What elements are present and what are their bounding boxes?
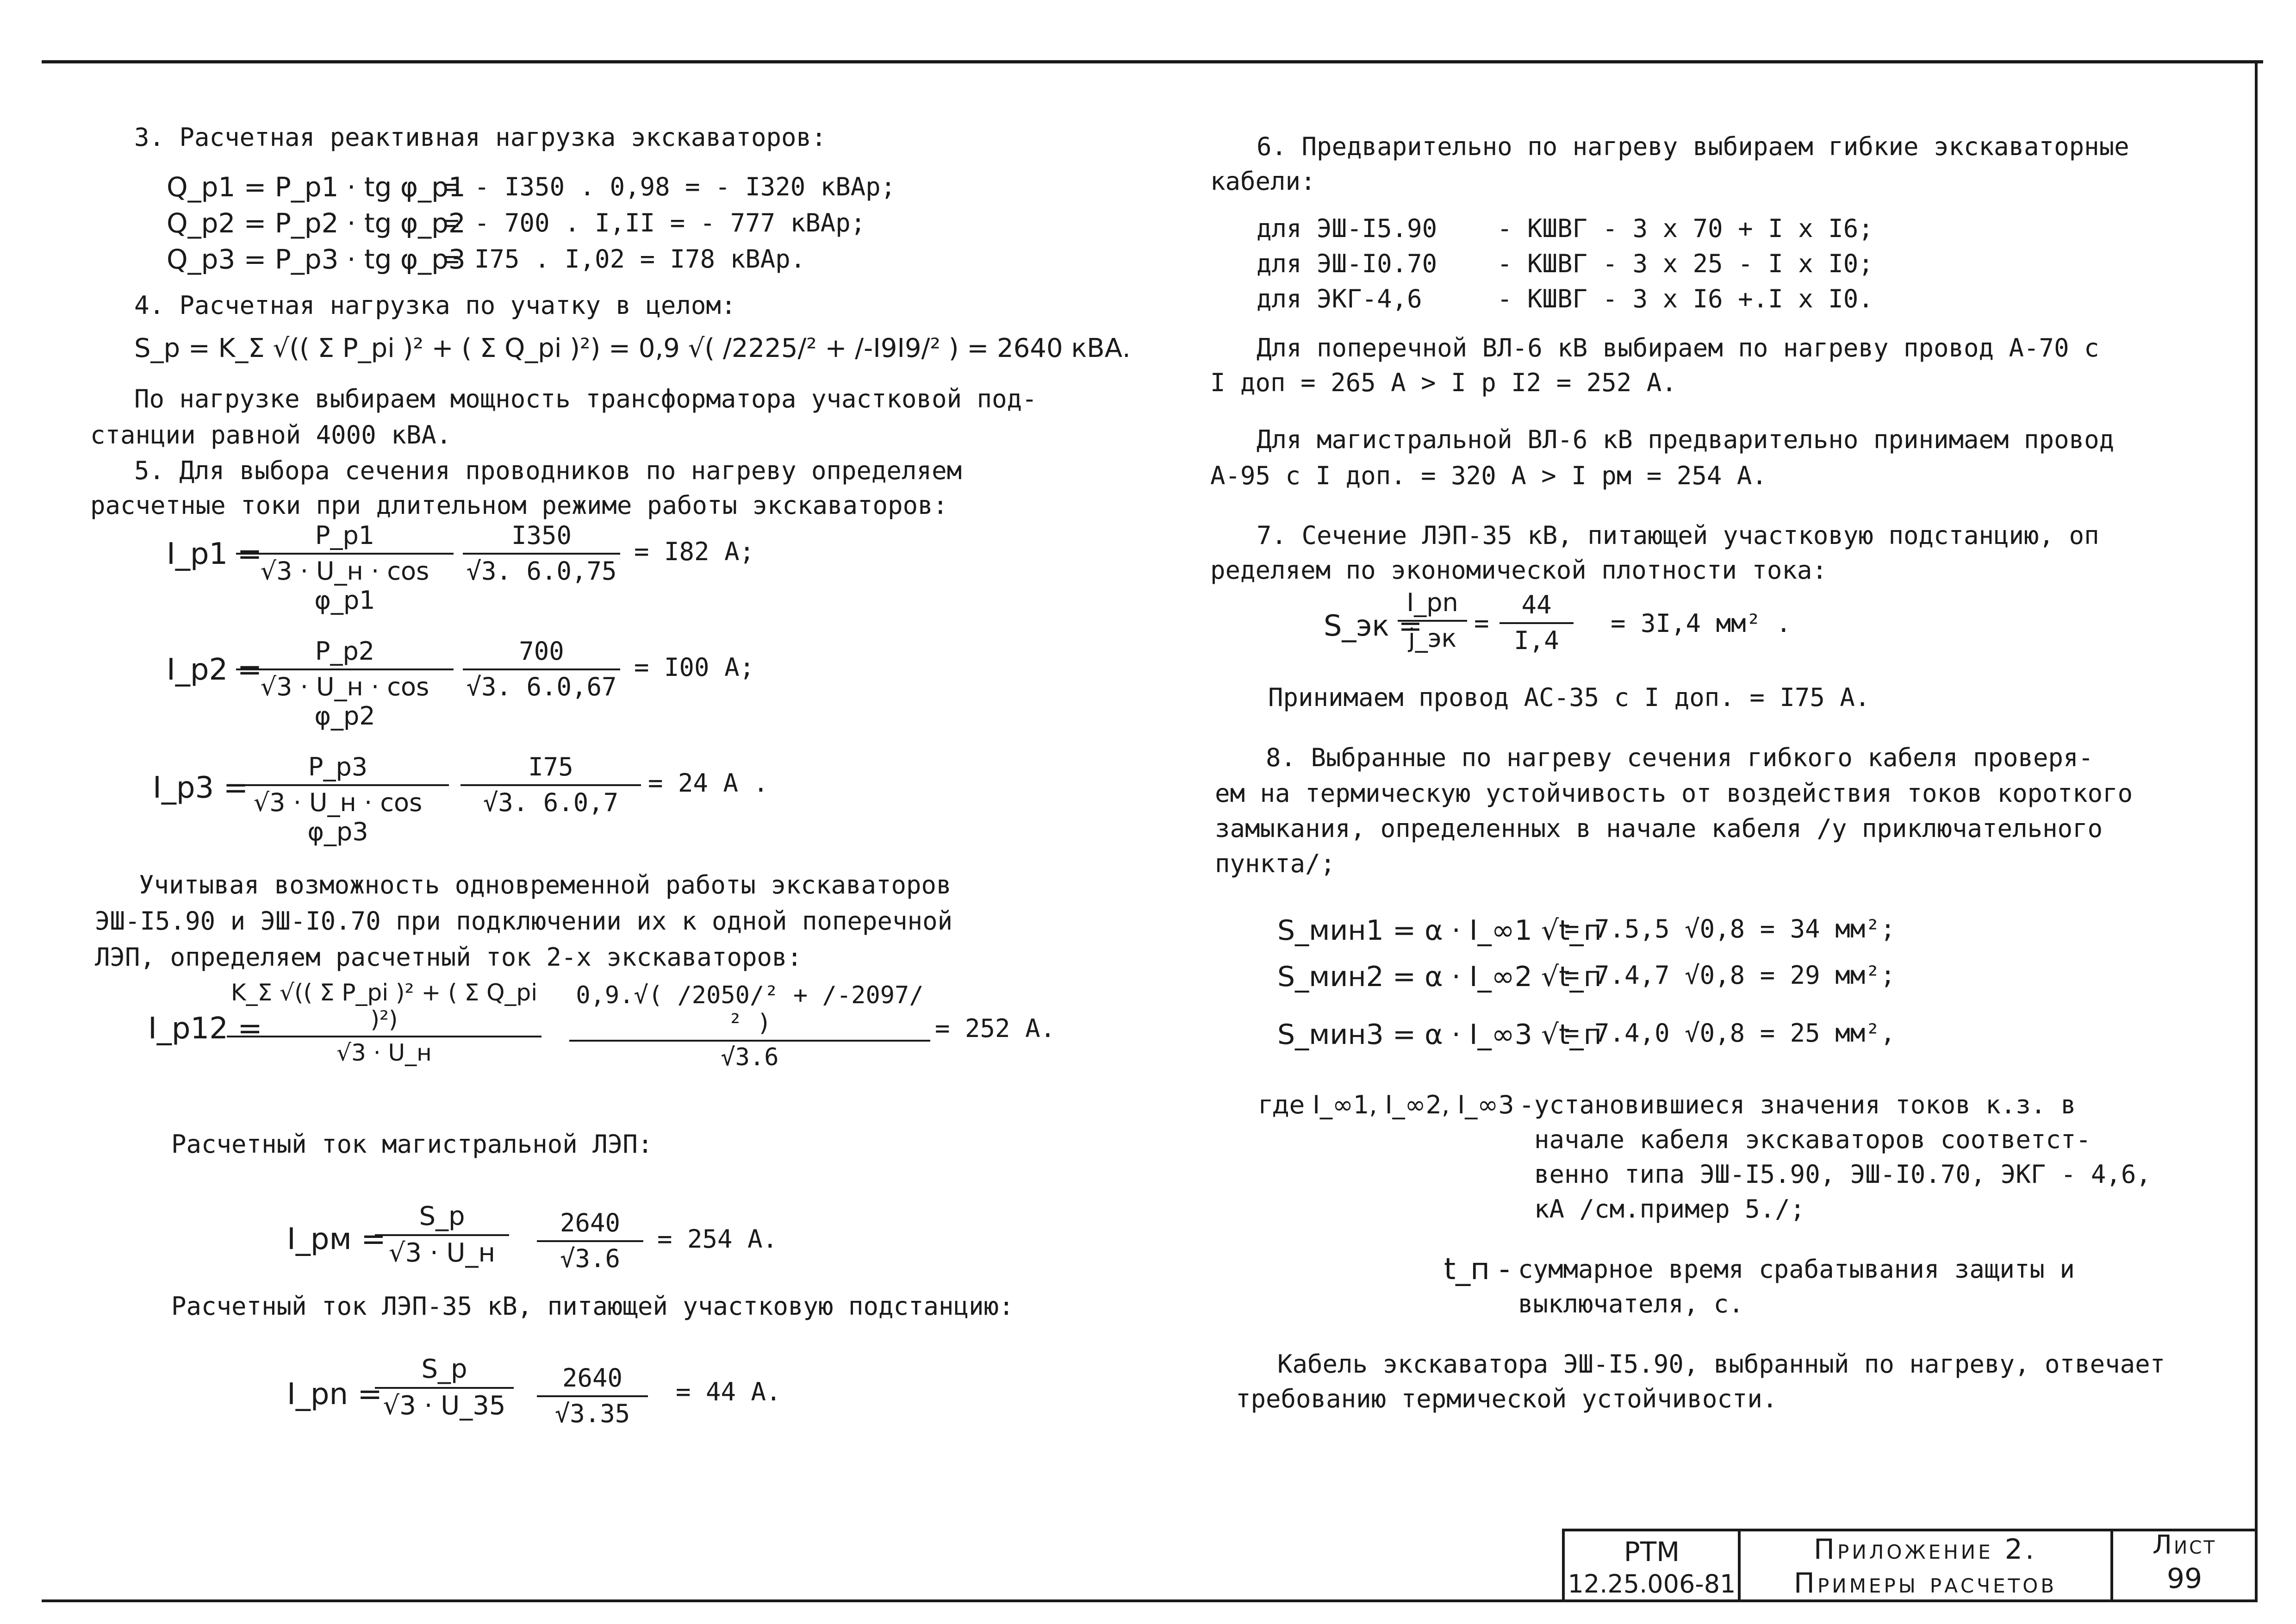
right-border (2255, 60, 2258, 1602)
ip2-result: = I00 А; (634, 653, 755, 682)
s3-row-1-rhs: = - I350 . 0,98 = - I320 кВАр; (444, 172, 896, 201)
where-text-4: кА /см.пример 5./; (1534, 1194, 1805, 1224)
stamp-sheet-label: Лист (2152, 1530, 2217, 1560)
where-lhs: где I_∞1, I_∞2, I_∞3 - (1259, 1090, 1531, 1119)
vl6m-text-2: А-95 с I доп. = 320 А > I рм = 254 А. (1210, 461, 1767, 490)
sek-equals: = (1474, 609, 1489, 638)
where-text-3: венно типа ЭШ-I5.90, ЭШ-I0.70, ЭКГ - 4,6, (1534, 1160, 2151, 1189)
ipn-numerator-value: 2640 (537, 1363, 648, 1397)
s7-text-1: 7. Сечение ЛЭП-35 кВ, питающей участковую подстанцию, оп (1257, 521, 2099, 550)
smin-2-rhs: = 7.4,7 √0,8 = 29 мм²; (1564, 961, 1896, 990)
ip2-numerator-value: 700 (463, 637, 620, 670)
ipn-numerator: S_p (375, 1354, 514, 1389)
ip2-denominator: √3 · U_н · cos φ_p2 (260, 672, 429, 731)
ipn-fraction (375, 1354, 514, 1421)
sek-denominator: j_эк (1408, 624, 1457, 653)
main-line-text: Расчетный ток магистральной ЛЭП: (171, 1130, 653, 1159)
ip12-denominator-value: √3.6 (721, 1043, 779, 1071)
conclusion-text-2: требованию термической устойчивости. (1236, 1384, 1778, 1413)
s3-row-2-rhs: = - 700 . I,II = - 777 кВАр; (444, 208, 866, 237)
stamp-code-1: РТМ (1624, 1536, 1680, 1568)
s8-text-2: ем на термическую устойчивость от воздействия токов короткого (1215, 779, 2133, 808)
ip2-denominator-value: √3. 6.0,67 (466, 672, 617, 701)
tn-text-1: суммарное время срабатывания защиты и (1518, 1255, 2075, 1284)
s4-formula: S_p = K_Σ √(( Σ P_pi )² + ( Σ Q_pi )²) = 0,9 √( /2225/² + /-I9I9/² ) = 2640 кВА. (134, 333, 1131, 363)
sek-denominator-value: I,4 (1514, 626, 1559, 655)
s3-row-1-lhs: Q_p1 = P_p1 · tg φ_p1 (167, 171, 466, 203)
smin-1-lhs: S_мин1 = α · I_∞1 √t_п (1277, 914, 1602, 947)
ipn-result: = 44 А. (676, 1377, 781, 1406)
ip2-fraction (236, 637, 454, 731)
ipn-lhs: I_pn = (287, 1377, 383, 1412)
top-border (42, 60, 2263, 63)
smin-3-lhs: S_мин3 = α · I_∞3 √t_п (1277, 1018, 1602, 1051)
ipm-numerator-value: 2640 (537, 1208, 643, 1242)
ip12-fraction-values (569, 981, 930, 1071)
joint-text-2: ЭШ-I5.90 и ЭШ-I0.70 при подключении их к одной поперечной (95, 906, 953, 936)
s5-text-1: 5. Для выбора сечения проводников по нагреву определяем (134, 456, 962, 485)
s8-text-4: пункта/; (1215, 849, 1336, 878)
ip2-fraction-values (463, 637, 620, 701)
ipm-denominator-value: √3.6 (560, 1244, 621, 1273)
ip1-denominator: √3 · U_н · cos φ_p1 (260, 556, 429, 615)
s3-row-2-lhs: Q_p2 = P_p2 · tg φ_p2 (167, 207, 466, 239)
ip12-lhs: I_p12 = (148, 1012, 262, 1046)
s4-title: 4. Расчетная нагрузка по учатку в целом: (134, 291, 736, 320)
ip1-numerator: P_p1 (236, 521, 454, 555)
ipm-numerator: S_p (375, 1201, 509, 1236)
ip3-result: = 24 А . (648, 768, 769, 798)
vl6m-text-1: Для магистральной ВЛ-6 кВ предварительно принимаем провод (1257, 425, 2115, 454)
cable-2-spec: - КШВГ - 3 x 25 - I x I0; (1497, 249, 1873, 278)
smin-3-rhs: = 7.4,0 √0,8 = 25 мм², (1564, 1018, 1896, 1048)
s7-text-2: ределяем по экономической плотности тока: (1210, 556, 1827, 585)
s4-text-2: станции равной 4000 кВА. (90, 420, 452, 450)
ip1-fraction (236, 521, 454, 615)
ip1-numerator-value: I350 (463, 521, 620, 555)
sek-fraction (1398, 588, 1467, 653)
stamp-code-2: 12.25.006-81 (1568, 1569, 1736, 1599)
s3-row-3-rhs: = I75 . I,02 = I78 кВАр. (444, 244, 806, 274)
ip2-lhs: I_p2 = (167, 653, 262, 687)
ipm-lhs: I_pм = (287, 1222, 386, 1256)
s4-text-1: По нагрузке выбираем мощность трансформатора участковой под- (134, 384, 1037, 413)
ipm-fraction (375, 1201, 509, 1268)
stamp-left-line (1562, 1529, 1565, 1602)
cable-3-spec: - КШВГ - 3 x I6 +.I x I0. (1497, 284, 1873, 313)
ip2-numerator: P_p2 (236, 637, 454, 670)
joint-text-3: ЛЭП, определяем расчетный ток 2-х экскаваторов: (95, 943, 803, 972)
ip3-fraction-values (460, 752, 641, 817)
ip12-denominator: √3 · U_н (336, 1039, 432, 1066)
sek-numerator: I_pn (1398, 588, 1467, 622)
ip3-lhs: I_p3 = (153, 771, 249, 805)
s3-title: 3. Расчетная реактивная нагрузка экскаваторов: (134, 123, 827, 152)
substation-line-text: Расчетный ток ЛЭП-35 кВ, питающей участковую подстанцию: (171, 1292, 1014, 1321)
ip3-denominator-value: √3. 6.0,7 (483, 788, 619, 817)
bottom-border (42, 1599, 2258, 1602)
sek-result: = 3I,4 мм² . (1611, 609, 1792, 638)
ip12-result: = 252 А. (935, 1014, 1056, 1043)
s6-text-2: кабели: (1210, 167, 1316, 196)
ip12-numerator: K_Σ √(( Σ P_pi )² + ( Σ Q_pi )²) (227, 979, 541, 1037)
s3-row-3-lhs: Q_p3 = P_p3 · tg φ_p3 (167, 244, 466, 275)
sek-numerator-value: 44 (1500, 590, 1574, 624)
ip12-fraction (227, 979, 541, 1066)
stamp-divider-2 (2110, 1529, 2113, 1602)
ipm-fraction-values (537, 1208, 643, 1273)
ip1-result: = I82 А; (634, 537, 755, 566)
conclusion-text-1: Кабель экскаватора ЭШ-I5.90, выбранный по нагреву, отвечает (1277, 1349, 2165, 1379)
ip3-fraction (227, 752, 449, 846)
sek-lhs: S_эк = (1324, 609, 1423, 643)
where-text-2: начале кабеля экскаваторов соответст- (1534, 1125, 2091, 1154)
ip1-fraction-values (463, 521, 620, 586)
ip12-numerator-value: 0,9.√( /2050/² + /-2097/² ) (569, 981, 930, 1042)
smin-2-lhs: S_мин2 = α · I_∞2 √t_п (1277, 961, 1602, 993)
s6-text-1: 6. Предварительно по нагреву выбираем гибкие экскаваторные (1257, 132, 2129, 161)
ip1-denominator-value: √3. 6.0,75 (466, 556, 617, 586)
tn-lhs: t_п - (1444, 1252, 1510, 1287)
joint-text-1: Учитывая возможность одновременной работы экскаваторов (139, 870, 952, 899)
stamp-title-2: Примеры расчетов (1793, 1567, 2057, 1599)
cable-2-for: для ЭШ-I0.70 (1257, 249, 1437, 278)
vl6-text-2: I доп = 265 А > I р I2 = 252 А. (1210, 368, 1677, 397)
ip3-numerator-value: I75 (460, 752, 641, 786)
ipn-denominator-value: √3.35 (554, 1399, 630, 1428)
smin-1-rhs: = 7.5,5 √0,8 = 34 мм²; (1564, 914, 1896, 943)
ipm-result: = 254 А. (657, 1224, 778, 1254)
sek-fraction-values (1500, 590, 1574, 655)
cable-3-for: для ЭКГ-4,6 (1257, 284, 1422, 313)
cable-1-for: для ЭШ-I5.90 (1257, 214, 1437, 243)
ipm-denominator: √3 · U_н (388, 1238, 496, 1268)
ip3-numerator: P_p3 (227, 752, 449, 786)
s8-text-1: 8. Выбранные по нагреву сечения гибкого кабеля проверя- (1266, 743, 2094, 772)
s5-text-2: расчетные токи при длительном режиме работы экскаваторов: (90, 491, 948, 520)
vl6-text-1: Для поперечной ВЛ-6 кВ выбираем по нагреву провод А-70 с (1257, 333, 2099, 362)
stamp-title-1: Приложение 2. (1813, 1533, 2037, 1566)
where-text-1: установившиеся значения токов к.з. в (1534, 1090, 2076, 1119)
tn-text-2: выключателя, с. (1518, 1289, 1744, 1318)
ac35-text: Принимаем провод АС-35 с I доп. = I75 А. (1268, 683, 1870, 712)
ipn-fraction-values (537, 1363, 648, 1428)
stamp-sheet-number: 99 (2166, 1562, 2203, 1595)
ip3-denominator: √3 · U_н · cos φ_p3 (253, 788, 423, 846)
stamp-divider-1 (1738, 1529, 1741, 1602)
cable-1-spec: - КШВГ - 3 x 70 + I x I6; (1497, 214, 1873, 243)
s8-text-3: замыкания, определенных в начале кабеля /у приключательного (1215, 814, 2103, 843)
ipn-denominator: √3 · U_35 (383, 1391, 506, 1421)
ip1-lhs: I_p1 = (167, 537, 262, 571)
